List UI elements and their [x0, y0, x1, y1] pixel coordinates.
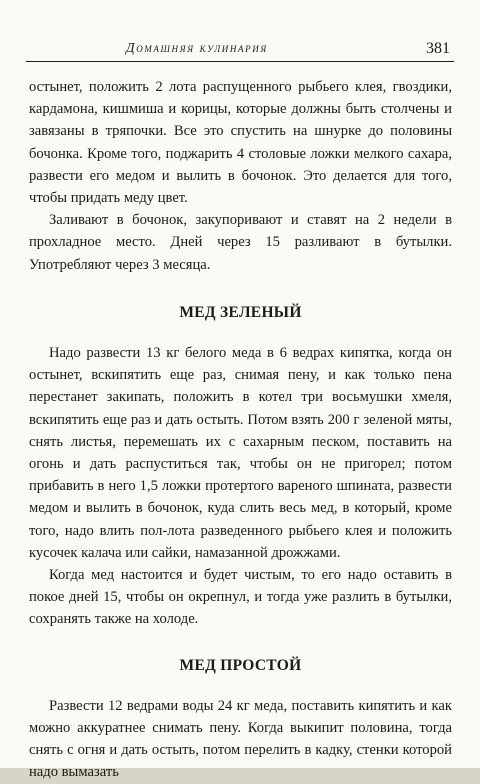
- running-title: Домашняя кулинария: [126, 40, 268, 55]
- header-rule: [26, 61, 454, 62]
- paragraph: Развести 12 ведрами воды 24 кг меда, поставить кипятить и как можно аккуратнее снимать пену. Когда выкипит половина, тогда снять с огня и дать остыть, потом перелить в кадку, стенки которой надо вымазать: [29, 697, 452, 781]
- paragraph: Заливают в бочонок, закупоривают и ставят на 2 недели в прохладное место. Дней через 15 разливают в бутылки. Употребляют через 3 месяца.: [29, 212, 452, 273]
- paragraph: Надо развести 13 кг белого меда в 6 ведрах кипятка, когда он остынет, вскипятить еще раз, снимая пену, и как только пена перестанет закипать, положить в котел три восьмушки хмеля, вскипятить еще раз и дать остыть. Потом взять 200 г зеленой мяты, снять листья, перемешать их с сахарным песком, поставить на огонь и дать распуститься так, чтобы он не пригорел; потом прибавить в него 1,5 ложки протертого вареного шпината, развести медом и вылить в бочонок, куда слить весь мед, в который, кроме того, надо влить пол-лота разведенного рыбьего клея и положить кусочек калача или сайки, намазанной дрожжами.: [29, 345, 452, 561]
- page-body: [29, 76, 452, 784]
- paragraph: Когда мед настоится и будет чистым, то его надо оставить в покое дней 15, чтобы он окрепнул, и тогда уже разлить в бутылки, сохранять также на холоде.: [29, 567, 452, 628]
- page-header: [26, 34, 454, 62]
- section-title: МЕД ПРОСТОЙ: [179, 656, 302, 674]
- page-number: 381: [426, 40, 450, 57]
- paragraph: остынет, положить 2 лота распущенного рыбьего клея, гвоздики, кардамона, кишмиша и корицы, которые должны быть столчены и завязаны в тряпочки. Все это спустить на шнурке до половины бочонка. Кроме того, поджарить 4 столовые ложки мелкого сахара, развести его медом и вылить в бочонок. Это делается для того, чтобы придать меду цвет.: [29, 79, 452, 207]
- section-title: МЕД ЗЕЛЕНЫЙ: [179, 303, 302, 321]
